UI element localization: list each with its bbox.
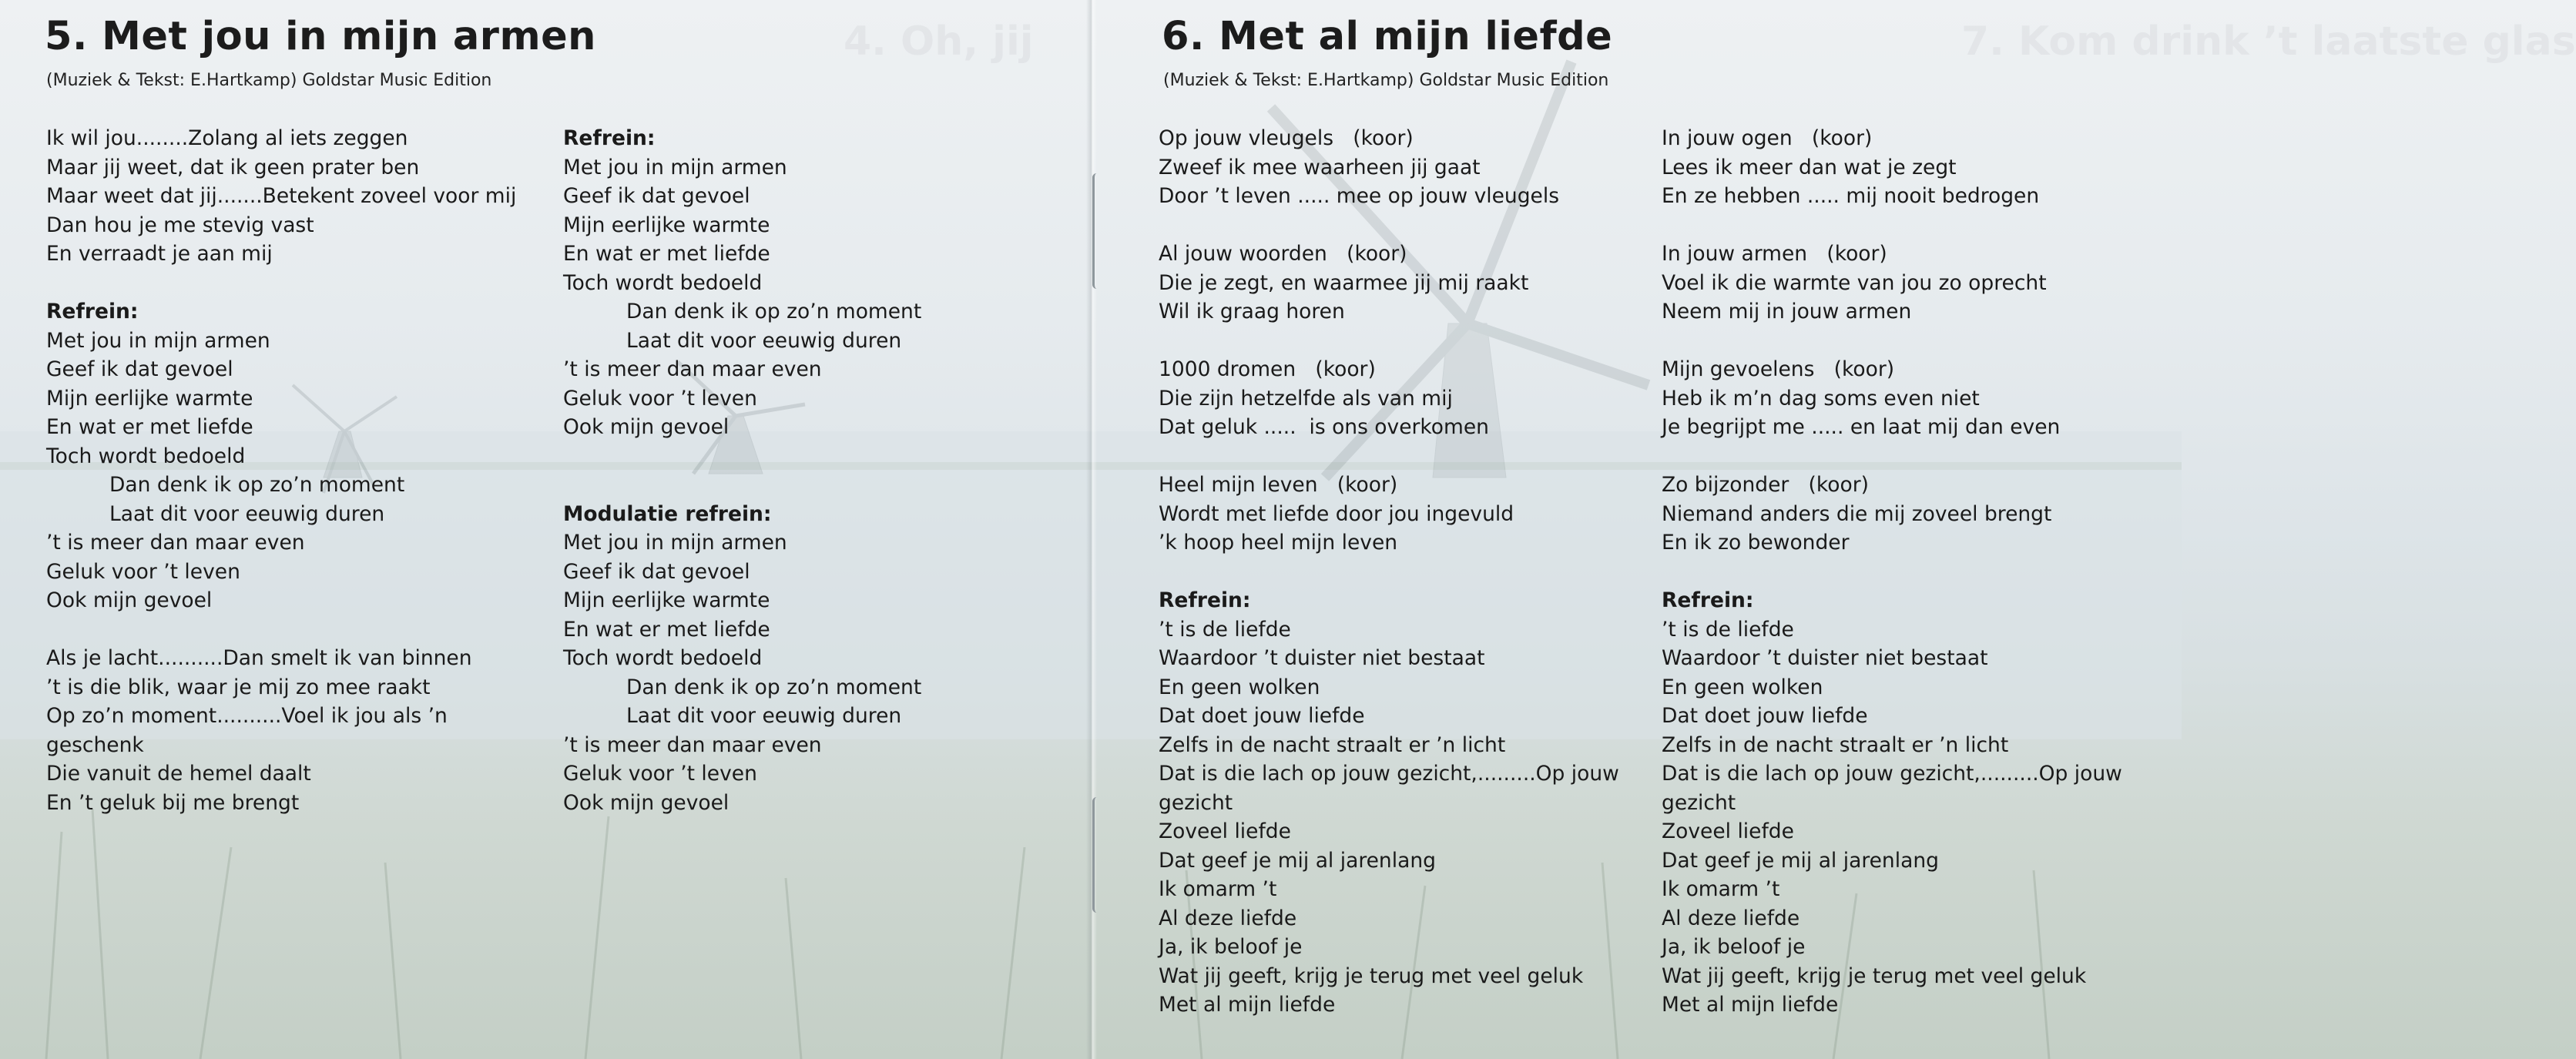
ghost-previous-title: 4. Oh, jij [844,18,1034,65]
staple-bottom [1092,797,1101,913]
lyric-line: Die zijn hetzelfde als van mij [1159,386,1453,411]
lyric-line: In jouw armen (koor) [1662,242,1887,266]
ghost-next-title: 7. Kom drink ’t laatste glas [1961,18,2576,65]
lyric-line: Waardoor ’t duister niet bestaat [1662,646,1988,670]
lyric-line: En wat er met liefde [46,415,253,439]
lyrics-column-right [563,124,921,817]
section-heading: Modulatie refrein: [563,501,772,526]
lyric-line: Dat geef je mij al jarenlang [1159,848,1436,873]
lyric-line: Voel ik die warmte van jou zo oprecht [1662,270,2047,295]
lyric-line: En geen wolken [1159,675,1320,699]
lyric-line: Waardoor ’t duister niet bestaat [1159,646,1485,670]
lyric-line: Zelfs in de nacht straalt er ’n licht [1662,732,2009,757]
lyric-line: Op jouw vleugels (koor) [1159,126,1414,150]
lyric-line: En ’t geluk bij me brengt [46,790,300,815]
lyric-line: Mijn gevoelens (koor) [1662,357,1895,381]
lyric-line [1662,442,2122,471]
lyric-line: Al deze liefde [1662,906,1800,930]
lyric-line: Dat is die lach op jouw gezicht,.........Op jouw [1159,762,1619,786]
lyric-line: Laat dit voor eeuwig duren [626,704,902,728]
lyric-line: En geen wolken [1662,675,1823,699]
lyric-line [1159,442,1619,471]
lyric-line: 1000 dromen (koor) [1159,357,1376,381]
lyric-line: gezicht [1662,790,1736,815]
lyric-line: ’t is meer dan maar even [563,357,822,381]
lyrics-column-left [46,124,516,817]
lyric-line: Ook mijn gevoel [563,790,730,815]
lyric-line: Dat is die lach op jouw gezicht,.........Op jouw [1662,762,2122,786]
lyric-line: Ik wil jou........Zolang al iets zeggen [46,126,408,150]
lyric-line: Zo bijzonder (koor) [1662,473,1869,497]
lyric-line: gezicht [1159,790,1233,815]
lyric-line: ’k hoop heel mijn leven [1159,531,1398,555]
lyrics-column-left [1159,124,1619,1020]
lyric-line [563,442,921,471]
lyric-line: Geluk voor ’t leven [563,386,757,411]
lyric-line [1159,558,1619,587]
section-heading: Refrein: [563,126,656,150]
lyric-line [1159,327,1619,356]
lyric-line: En ik zo bewonder [1662,531,1850,555]
lyric-line: Op zo’n moment..........Voel ik jou als ’n [46,704,448,728]
lyric-line: Toch wordt bedoeld [563,270,763,295]
lyric-line: ’t is de liefde [1662,617,1794,642]
lyric-line: Als je lacht..........Dan smelt ik van binnen [46,646,472,670]
song-title: 6. Met al mijn liefde [1162,14,1613,59]
lyric-line: Door ’t leven ..... mee op jouw vleugels [1159,184,1560,208]
song-credit: (Muziek & Tekst: E.Hartkamp) Goldstar Music Edition [46,71,492,90]
lyric-line: ’t is die blik, waar je mij zo mee raakt [46,675,431,699]
lyric-line: Geef ik dat gevoel [563,559,750,584]
lyric-line: Wil ik graag horen [1159,300,1345,323]
lyric-line: Ja, ik beloof je [1662,935,1806,959]
lyric-line: Mijn eerlijke warmte [563,588,770,612]
lyric-line: En wat er met liefde [563,242,770,266]
lyric-line: Toch wordt bedoeld [563,646,763,670]
lyric-line: Mijn eerlijke warmte [563,213,770,237]
lyric-line [46,615,516,645]
lyric-line: Dan denk ik op zo’n moment [109,473,405,497]
lyric-line: Ja, ik beloof je [1159,935,1303,959]
left-page [0,0,1091,1059]
lyric-line: Met al mijn liefde [1662,993,1839,1017]
song-title: 5. Met jou in mijn armen [45,14,596,59]
lyric-line: Met jou in mijn armen [46,328,270,353]
lyric-line: Wordt met liefde door jou ingevuld [1159,501,1514,526]
lyric-line: Je begrijpt me ..... en laat mij dan even [1662,415,2061,439]
lyric-line: Al deze liefde [1159,906,1297,930]
lyric-line [1662,327,2122,356]
lyric-line: Ik omarm ’t [1662,877,1780,901]
section-heading: Refrein: [46,300,139,323]
lyric-line: Zoveel liefde [1159,819,1291,843]
lyric-line: Met jou in mijn armen [563,531,787,555]
lyric-line: Dan hou je me stevig vast [46,213,314,237]
lyric-line: Die je zegt, en waarmee jij mij raakt [1159,270,1529,295]
lyric-line: Wat jij geeft, krijg je terug met veel geluk [1159,963,1584,988]
lyric-line: ’t is meer dan maar even [563,732,822,757]
lyric-line: Dat doet jouw liefde [1662,704,1868,728]
lyric-line: Geef ik dat gevoel [46,357,233,381]
lyric-line: Niemand anders die mij zoveel brengt [1662,501,2052,526]
right-page [1091,0,2576,1059]
lyric-line: Die vanuit de hemel daalt [46,762,311,786]
lyric-line: Maar weet dat jij.......Betekent zoveel voor mij [46,184,517,208]
lyric-line: Al jouw woorden (koor) [1159,242,1407,266]
lyric-line: En ze hebben ..... mij nooit bedrogen [1662,184,2040,208]
lyric-line: Zelfs in de nacht straalt er ’n licht [1159,732,1506,757]
lyric-line: En verraadt je aan mij [46,242,273,266]
lyrics-column-right [1662,124,2122,1020]
lyric-line: geschenk [46,732,144,757]
lyric-line: Met al mijn liefde [1159,993,1336,1017]
staple-top [1092,173,1101,289]
lyric-line: Lees ik meer dan wat je zegt [1662,155,1957,179]
lyric-line [1662,211,2122,240]
lyric-line: En wat er met liefde [563,617,770,642]
lyric-line: Dat geef je mij al jarenlang [1662,848,1939,873]
lyric-line: Toch wordt bedoeld [46,444,246,468]
lyric-line: Wat jij geeft, krijg je terug met veel geluk [1662,963,2087,988]
lyric-line: Laat dit voor eeuwig duren [626,328,902,353]
lyric-line: Ook mijn gevoel [46,588,213,612]
song-credit: (Muziek & Tekst: E.Hartkamp) Goldstar Music Edition [1163,71,1609,90]
section-heading: Refrein: [1159,588,1251,612]
lyric-line: Ik omarm ’t [1159,877,1277,901]
lyric-line: Laat dit voor eeuwig duren [109,501,385,526]
lyric-line: Mijn eerlijke warmte [46,386,253,411]
lyric-line: Heb ik m’n dag soms even niet [1662,386,1980,411]
lyric-line [1159,211,1619,240]
lyric-line: Zoveel liefde [1662,819,1794,843]
lyric-line: Heel mijn leven (koor) [1159,473,1398,497]
lyric-line: Neem mij in jouw armen [1662,300,1912,323]
lyric-line: ’t is de liefde [1159,617,1291,642]
lyric-line: Maar jij weet, dat ik geen prater ben [46,155,420,179]
lyric-line: Met jou in mijn armen [563,155,787,179]
lyric-line: Geluk voor ’t leven [563,762,757,786]
lyric-line: Geluk voor ’t leven [46,559,240,584]
lyric-line: In jouw ogen (koor) [1662,126,1873,150]
lyric-line: Dat geluk ..... is ons overkomen [1159,415,1489,439]
lyric-line: Dat doet jouw liefde [1159,704,1365,728]
lyric-line: Dan denk ik op zo’n moment [626,675,922,699]
lyric-line [563,471,921,500]
lyric-line: Zweef ik mee waarheen jij gaat [1159,155,1481,179]
section-heading: Refrein: [1662,588,1754,612]
lyric-line: ’t is meer dan maar even [46,531,305,555]
lyric-line: Dan denk ik op zo’n moment [626,300,922,323]
lyric-line: Ook mijn gevoel [563,415,730,439]
lyric-line: Geef ik dat gevoel [563,184,750,208]
lyric-line [1662,558,2122,587]
lyric-line [46,269,516,298]
